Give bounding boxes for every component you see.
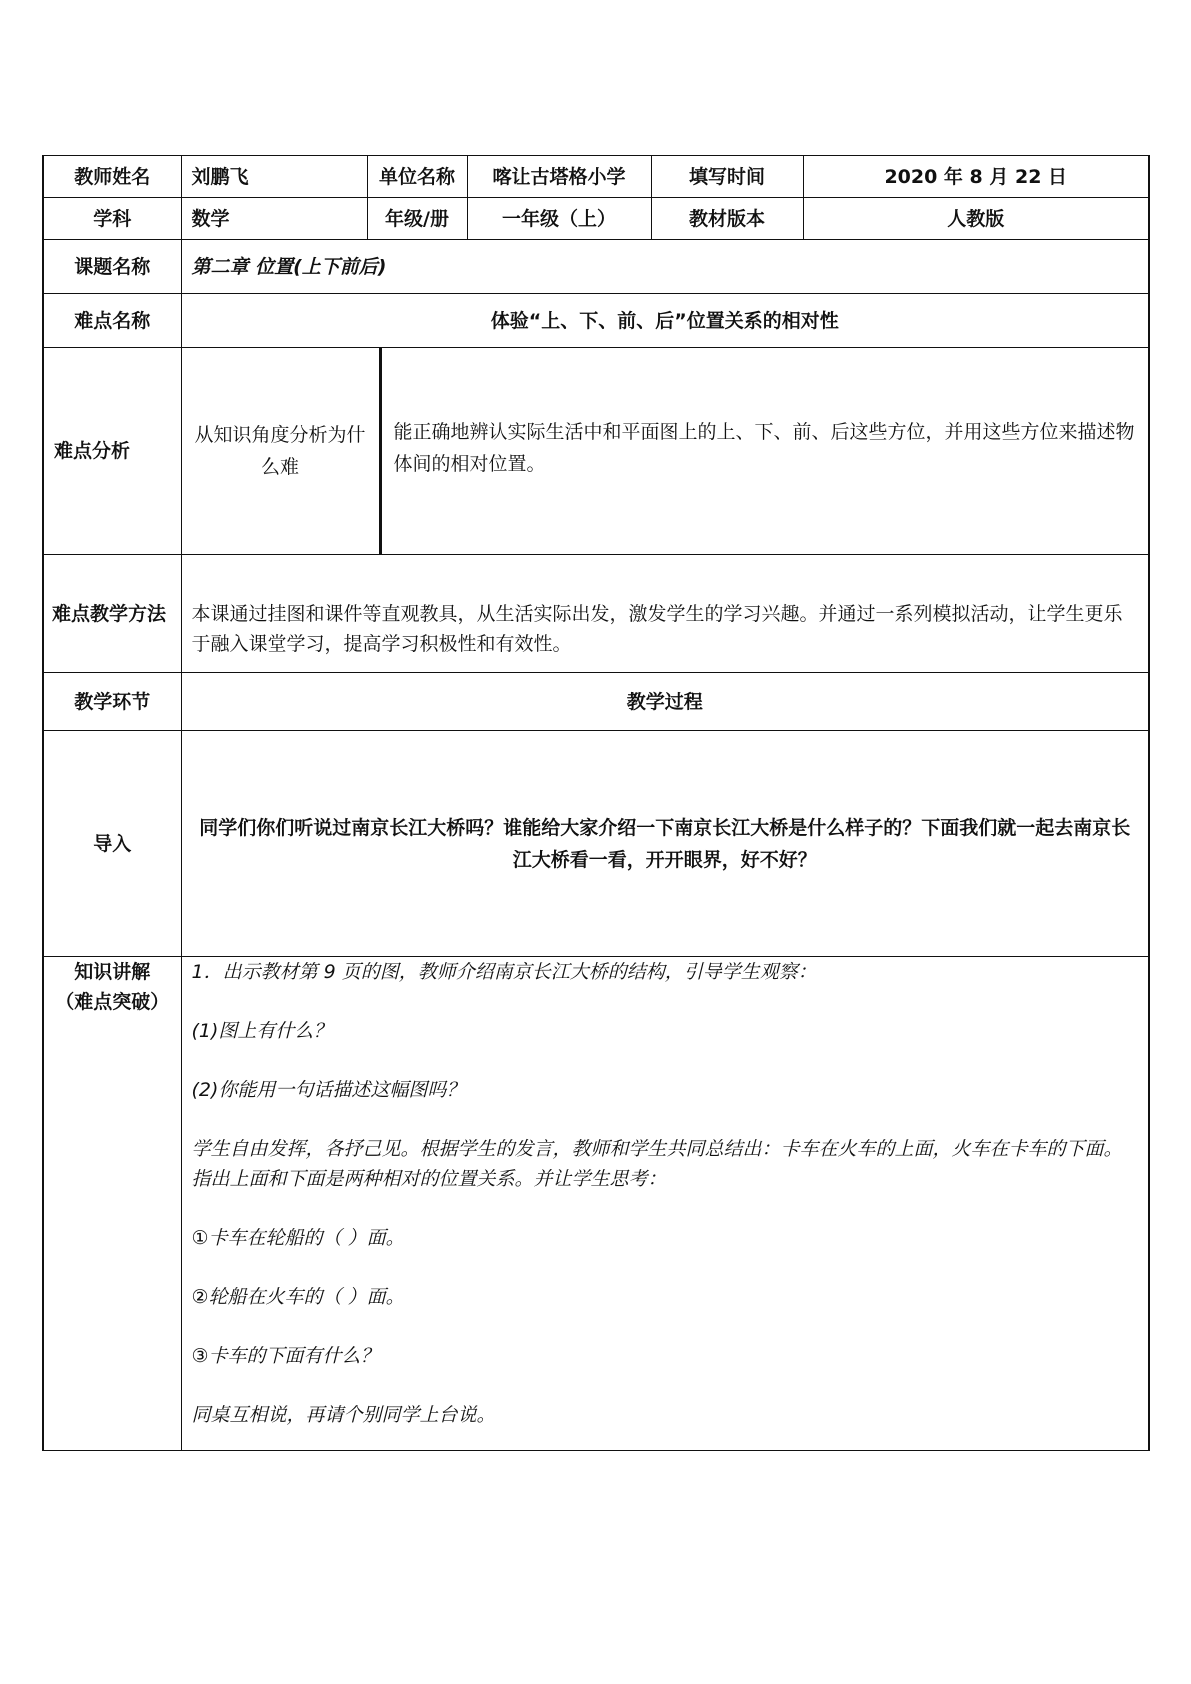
- process-title: 教学过程: [181, 673, 1149, 731]
- lesson-plan-form: [42, 155, 1148, 1451]
- knowledge-paragraph: (2)你能用一句话描述这幅图吗？: [191, 1079, 466, 1101]
- analysis-cell: [181, 348, 1149, 555]
- subject-label: 学科: [43, 198, 181, 240]
- knowledge-paragraph: (1)图上有什么？: [191, 1020, 333, 1042]
- edition-value: 人教版: [803, 198, 1149, 240]
- teacher-name-value: 刘鹏飞: [181, 156, 367, 198]
- analysis-split: [182, 348, 1149, 554]
- header-row-2: [43, 198, 1149, 240]
- topic-row: [43, 240, 1149, 294]
- analysis-row: [43, 348, 1149, 555]
- process-step-label: 教学环节: [43, 673, 181, 731]
- edition-label: 教材版本: [651, 198, 803, 240]
- form-table: [42, 155, 1150, 1451]
- knowledge-paragraph: 1．出示教材第 9 页的图，教师介绍南京长江大桥的结构，引导学生观察：: [191, 961, 817, 983]
- knowledge-content: [181, 957, 1149, 1451]
- method-content: 本课通过挂图和课件等直观教具，从生活实际出发，激发学生的学习兴趣。并通过一系列模拟活动，让学生更乐于融入课堂学习，提高学习积极性和有效性。: [181, 555, 1149, 673]
- header-row-1: [43, 156, 1149, 198]
- analysis-content: 能正确地辨认实际生活中和平面图上的上、下、前、后这些方位，并用这些方位来描述物体间的相对位置。: [393, 421, 1135, 475]
- intro-content: 同学们你们听说过南京长江大桥吗？谁能给大家介绍一下南京长江大桥是什么样子的？下面我们就一起去南京长江大桥看一看，开开眼界，好不好？: [181, 731, 1149, 957]
- analysis-sub-label: 从知识角度分析为什么难: [182, 348, 382, 554]
- unit-name-label: 单位名称: [367, 156, 467, 198]
- topic-value: 第二章 位置(上下前后): [181, 240, 1149, 294]
- unit-name-value: 喀让古塔格小学: [467, 156, 651, 198]
- knowledge-label-line2: （难点突破）: [55, 991, 170, 1013]
- knowledge-paragraph: ①卡车在轮船的（ ）面。: [191, 1227, 405, 1249]
- method-label: 难点教学方法: [43, 555, 181, 673]
- grade-label: 年级/册: [367, 198, 467, 240]
- subject-value: 数学: [181, 198, 367, 240]
- analysis-label: 难点分析: [43, 348, 181, 555]
- difficulty-value: 体验“上、下、前、后”位置关系的相对性: [181, 294, 1149, 348]
- teacher-name-label: 教师姓名: [43, 156, 181, 198]
- knowledge-paragraph: ②轮船在火车的（ ）面。: [191, 1286, 405, 1308]
- topic-label: 课题名称: [43, 240, 181, 294]
- fill-date-value: 2020 年 8 月 22 日: [803, 156, 1149, 198]
- grade-value: 一年级（上）: [467, 198, 651, 240]
- fill-date-label: 填写时间: [651, 156, 803, 198]
- knowledge-label: [43, 957, 181, 1451]
- knowledge-paragraph: ③卡车的下面有什么？: [191, 1345, 380, 1367]
- knowledge-row: [43, 957, 1149, 1451]
- knowledge-paragraph: 学生自由发挥，各抒己见。根据学生的发言，教师和学生共同总结出：卡车在火车的上面，火车在卡车的下面。指出上面和下面是两种相对的位置关系。并让学生思考：: [191, 1138, 1123, 1190]
- knowledge-paragraph: 同桌互相说，再请个别同学上台说。: [191, 1404, 496, 1426]
- difficulty-label: 难点名称: [43, 294, 181, 348]
- knowledge-label-line1: 知识讲解: [74, 961, 151, 983]
- difficulty-row: [43, 294, 1149, 348]
- method-row: [43, 555, 1149, 673]
- process-header-row: [43, 673, 1149, 731]
- intro-row: [43, 731, 1149, 957]
- intro-label: 导入: [43, 731, 181, 957]
